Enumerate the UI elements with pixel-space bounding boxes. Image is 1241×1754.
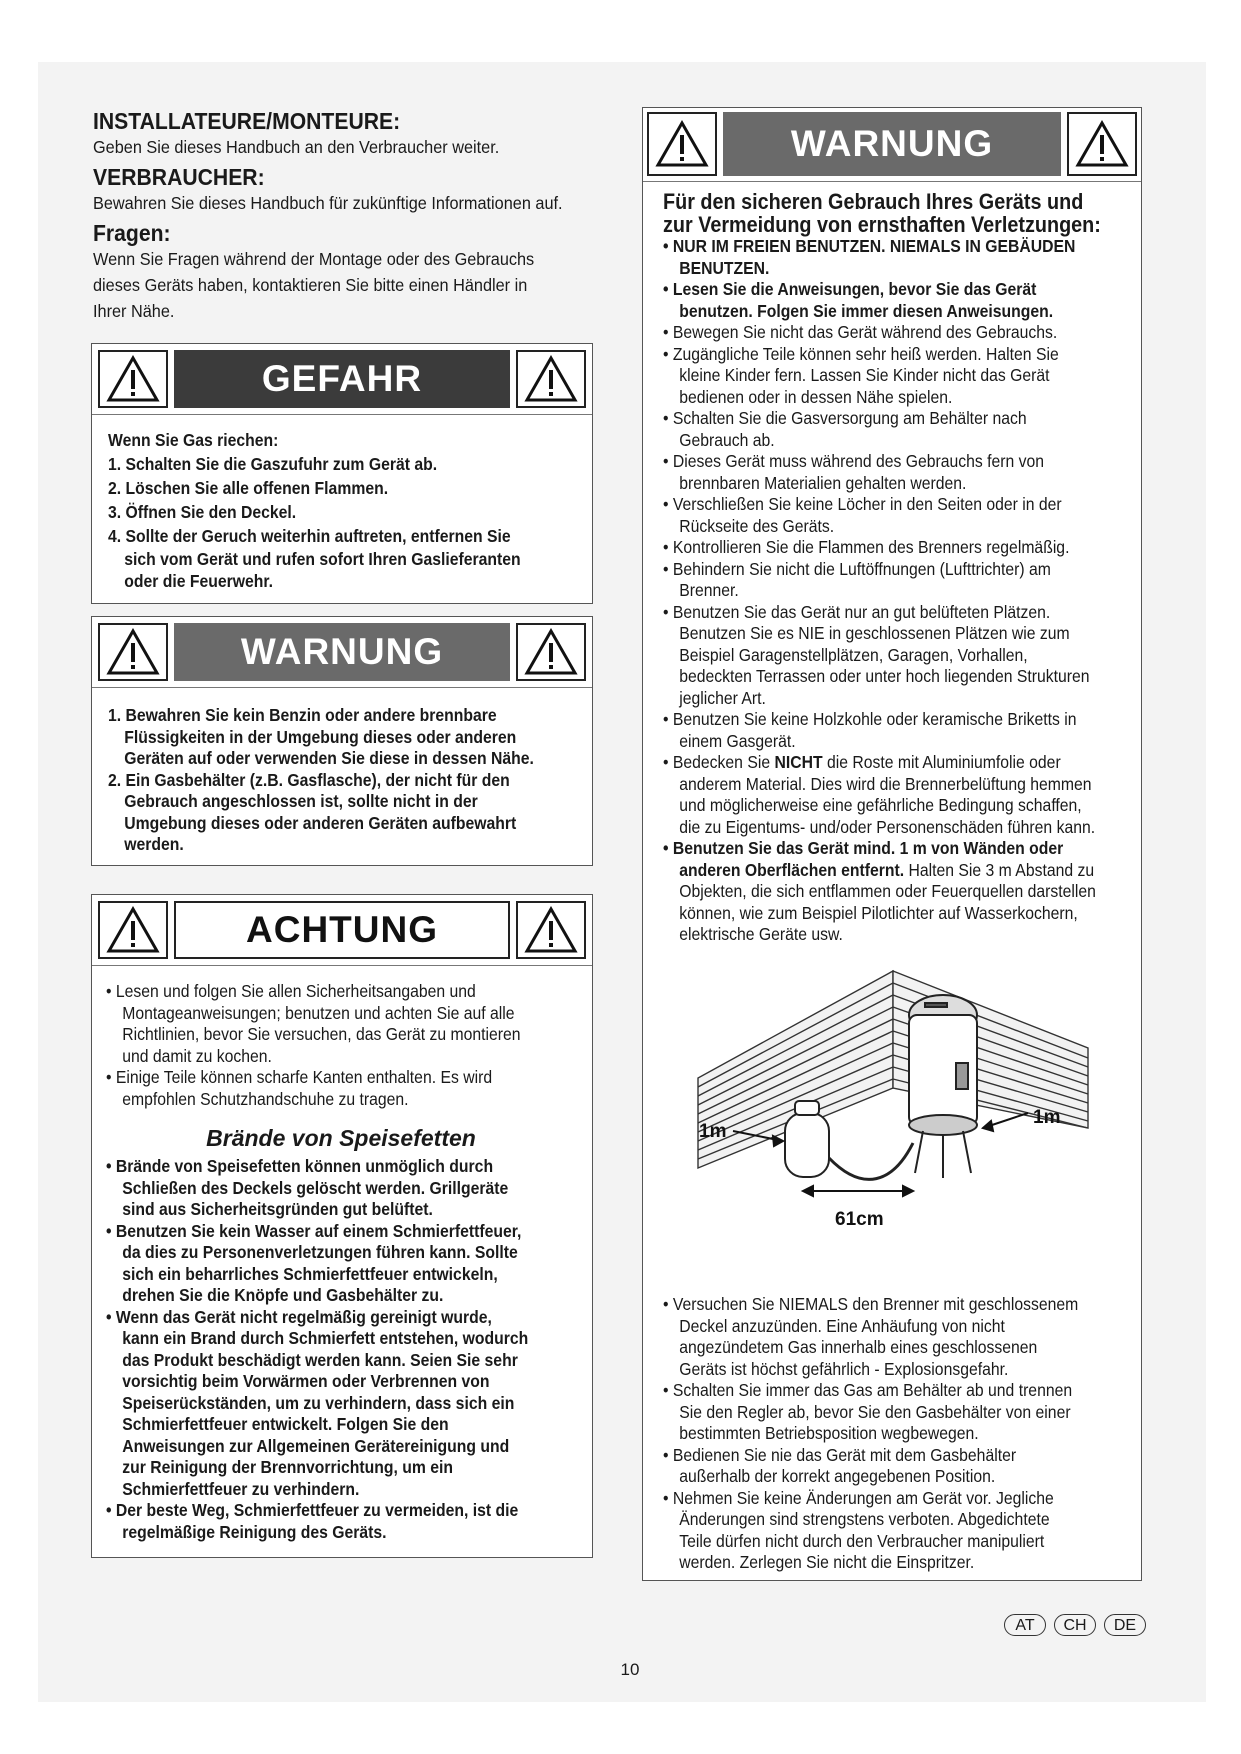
achtung-line: sind aus Sicherheitsgründen gut belüftet.: [122, 1199, 433, 1219]
achtung-line: • Der beste Weg, Schmierfettfeuer zu vermeiden, ist die: [106, 1500, 519, 1520]
consumer-text: Bewahren Sie dieses Handbuch für zukünftige Informationen auf.: [93, 193, 563, 213]
achtung-line: Speiserückständen, um zu verhindern, dass sich ein: [122, 1392, 515, 1413]
achtung-line: Montageanweisungen; benutzen und achten Sie auf alle: [122, 1002, 515, 1023]
warnung-right-line: • Benutzen Sie das Gerät nur an gut belüfteten Plätzen.: [663, 601, 1051, 622]
achtung-line: kann ein Brand durch Schmierfett entstehen, wodurch: [122, 1328, 529, 1348]
achtung-line: vorsichtig beim Vorwärmen oder Verbrennen von: [122, 1371, 490, 1391]
warnung-right-bottom-line: • Nehmen Sie keine Änderungen am Gerät vor. Jegliche: [663, 1487, 1054, 1508]
warnung-left-content: [108, 705, 581, 856]
gefahr-item: sich vom Gerät und rufen sofort Ihren Gaslieferanten: [124, 549, 521, 569]
warnung-right-bottom-line: Sie den Regler ab, bevor Sie den Gasbehälter von einer: [679, 1401, 1071, 1422]
warnung-right-line: bedienen oder in dessen Nähe spielen.: [679, 386, 953, 407]
warnung-left-box: [91, 616, 593, 866]
warnung-right-bottom-line: • Versuchen Sie NIEMALS den Brenner mit geschlossenem: [663, 1294, 1079, 1314]
achtung-line: da dies zu Personenverletzungen führen kann. Sollte: [122, 1242, 518, 1262]
distance-line: [663, 859, 1095, 882]
warnung-right-bottom-line: Teile dürfen nicht durch den Verbraucher manipuliert: [679, 1530, 1045, 1551]
warning-triangle-icon: [516, 623, 586, 681]
foil-line: die zu Eigentums- und/oder Personenschäden führen kann.: [679, 816, 1096, 837]
warnung-left-line: Flüssigkeiten in der Umgebung dieses oder anderen: [124, 726, 517, 747]
foil-line: anderem Material. Dies wird die Brennerbelüftung hemmen: [679, 773, 1092, 794]
warnung-right-line: • Bewegen Sie nicht das Gerät während des Gebrauchs.: [663, 322, 1058, 342]
grease-fire-subheading: Brände von Speisefetten: [206, 1125, 476, 1151]
warnung-right-line: kleine Kinder fern. Lassen Sie Kinder nicht das Gerät: [679, 365, 1050, 385]
achtung-line: das Produkt beschädigt werden kann. Seien Sie sehr: [122, 1349, 518, 1370]
distance-line: elektrische Geräte usw.: [679, 924, 843, 944]
warnung-right-bold-line: BENUTZEN.: [679, 257, 770, 278]
warnung-left-line: Geräten auf oder verwenden Sie diese in dessen Nähe.: [124, 748, 534, 768]
achtung-box: [91, 894, 593, 1558]
distance-bold: anderen Oberflächen entfernt.: [679, 859, 905, 880]
achtung-line: • Wenn das Gerät nicht regelmäßig gereinigt wurde,: [106, 1306, 492, 1327]
warnung-left-line: werden.: [124, 834, 184, 854]
warnung-right-bottom-line: Änderungen sind strengstens verboten. Abgedichtete: [679, 1509, 1050, 1529]
warnung-right-bottom-line: angezündetem Gas innerhalb eines geschlossenen: [679, 1337, 1038, 1357]
warnung-right-line: jeglicher Art.: [679, 687, 766, 708]
warnung-right-bottom-line: werden. Zerlegen Sie nicht die Einspritzer.: [679, 1552, 975, 1572]
warnung-right-title: WARNUNG: [723, 112, 1061, 176]
warnung-right-line: Brenner.: [679, 580, 739, 600]
clearance-diagram: [693, 963, 1093, 1288]
page-number: 10: [620, 1660, 640, 1679]
warnung-right-line: Benutzen Sie es NIE in geschlossenen Plätzen wie zum: [679, 623, 1070, 643]
diagram-label-left: 1m: [699, 1121, 727, 1142]
country-badge-at: AT: [1004, 1614, 1046, 1636]
warning-triangle-icon: [516, 350, 586, 408]
warnung-right-bold-line: • Lesen Sie die Anweisungen, bevor Sie das Gerät: [663, 279, 1037, 299]
questions-line: Wenn Sie Fragen während der Montage oder des Gebrauchs: [93, 249, 535, 269]
warnung-right-line: • Verschließen Sie keine Löcher in den Seiten oder in der: [663, 494, 1062, 514]
questions-heading: Fragen:: [93, 220, 171, 246]
distance-line: können, wie zum Beispiel Pilotlichter auf Wasserkochern,: [679, 902, 1078, 923]
warnung-left-banner: [98, 623, 586, 681]
achtung-line: • Benutzen Sie kein Wasser auf einem Schmierfettfeuer,: [106, 1220, 522, 1241]
warnung-right-line: • Dieses Gerät muss während des Gebrauchs fern von: [663, 451, 1045, 471]
gefahr-item: 4. Sollte der Geruch weiterhin auftreten, entfernen Sie: [108, 526, 511, 546]
warning-triangle-icon: [98, 901, 168, 959]
achtung-content: [106, 981, 576, 1543]
gefahr-box: [91, 343, 593, 604]
installer-heading: INSTALLATEURE/MONTEURE:: [93, 108, 401, 134]
divider: [92, 414, 592, 415]
warnung-right-bottom-line: • Bedienen Sie nie das Gerät mit dem Gasbehälter: [663, 1444, 1017, 1465]
questions-line: dieses Geräts haben, kontaktieren Sie bitte einen Händler in: [93, 275, 528, 295]
foil-bold: NICHT: [774, 752, 823, 772]
questions-line: Ihrer Nähe.: [93, 301, 175, 321]
country-badge-ch: CH: [1054, 1614, 1096, 1636]
achtung-line: Schmierfettfeuer zu verhindern.: [122, 1478, 360, 1499]
warnung-right-line: • Behindern Sie nicht die Luftöffnungen (Lufttrichter) am: [663, 558, 1051, 579]
warnung-left-line: Gebrauch angeschlossen ist, sollte nicht in der: [124, 791, 478, 811]
warnung-left-line: 2. Ein Gasbehälter (z.B. Gasflasche), der nicht für den: [108, 769, 510, 790]
warnung-right-line: • Benutzen Sie keine Holzkohle oder keramische Briketts in: [663, 709, 1077, 729]
gefahr-item: 2. Löschen Sie alle offenen Flammen.: [108, 478, 389, 498]
warnung-right-line: bedeckten Terrassen oder unter hoch liegenden Strukturen: [679, 666, 1090, 686]
warning-triangle-icon: [1067, 112, 1137, 176]
gefahr-lead: Wenn Sie Gas riechen:: [108, 430, 279, 450]
warnung-right-heading: Für den sicheren Gebrauch Ihres Geräts und: [663, 189, 1084, 214]
achtung-line: Schließen des Deckels gelöscht werden. Grillgeräte: [122, 1177, 509, 1198]
diagram-label-bottom: 61cm: [835, 1209, 884, 1230]
warnung-right-bottom-line: Geräts ist höchst gefährlich - Explosionsgefahr.: [679, 1358, 1009, 1379]
intro-section: [93, 108, 598, 324]
achtung-line: • Brände von Speisefetten können unmöglich durch: [106, 1156, 494, 1176]
warnung-right-bottom-line: bestimmten Betriebsposition wegbewegen.: [679, 1423, 979, 1443]
achtung-line: Anweisungen zur Allgemeinen Gerätereinigung und: [122, 1435, 510, 1456]
warning-triangle-icon: [98, 623, 168, 681]
country-badge-de: DE: [1104, 1614, 1146, 1636]
divider: [92, 687, 592, 688]
warnung-right-line: Rückseite des Geräts.: [679, 515, 835, 536]
warnung-right-line: • Schalten Sie die Gasversorgung am Behälter nach: [663, 408, 1027, 428]
divider: [643, 181, 1141, 182]
warning-triangle-icon: [647, 112, 717, 176]
distance-line: Objekten, die sich entflammen oder Feuerquellen darstellen: [679, 881, 1096, 901]
achtung-line: drehen Sie die Knöpfe und Gasbehälter zu.: [122, 1285, 444, 1305]
warnung-left-line: 1. Bewahren Sie kein Benzin oder andere brennbare: [108, 705, 497, 725]
consumer-heading: VERBRAUCHER:: [93, 164, 265, 190]
warnung-right-banner: [647, 112, 1137, 176]
distance-line: • Benutzen Sie das Gerät mind. 1 m von Wänden oder: [663, 838, 1064, 858]
warnung-right-bold-line: • NUR IM FREIEN BENUTZEN. NIEMALS IN GEBÄUDEN: [663, 236, 1076, 256]
achtung-line: regelmäßige Reinigung des Geräts.: [122, 1521, 387, 1542]
warnung-right-bottom-line: • Schalten Sie immer das Gas am Behälter ab und trennen: [663, 1380, 1073, 1400]
diagram-label-right: 1m: [1033, 1107, 1061, 1128]
gefahr-item: oder die Feuerwehr.: [124, 571, 273, 591]
gefahr-banner: [98, 350, 586, 408]
achtung-line: • Lesen und folgen Sie allen Sicherheitsangaben und: [106, 981, 476, 1001]
warnung-right-line: • Kontrollieren Sie die Flammen des Brenners regelmäßig.: [663, 537, 1070, 557]
gefahr-content: [108, 428, 567, 592]
achtung-line: sich ein beharrliches Schmierfettfeuer entwickeln,: [122, 1263, 498, 1284]
achtung-banner: [98, 901, 586, 959]
foil-rest: die Roste mit Aluminiumfolie oder: [822, 752, 1061, 772]
warnung-left-line: Umgebung dieses oder anderen Geräten aufbewahrt: [124, 812, 517, 833]
achtung-line: • Einige Teile können scharfe Kanten enthalten. Es wird: [106, 1067, 493, 1087]
achtung-title: ACHTUNG: [174, 901, 510, 959]
foil-bullet: • Bedecken Sie: [663, 752, 775, 772]
distance-rest: Halten Sie 3 m Abstand zu: [904, 859, 1095, 880]
warnung-right-line: einem Gasgerät.: [679, 730, 796, 751]
gefahr-item: 3. Öffnen Sie den Deckel.: [108, 502, 297, 522]
achtung-line: Richtlinien, bevor Sie versuchen, das Gerät zu montieren: [122, 1024, 521, 1044]
warnung-right-line: Beispiel Garagenstellplätzen, Garagen, Vorhallen,: [679, 644, 1028, 665]
warning-triangle-icon: [516, 901, 586, 959]
warning-triangle-icon: [98, 350, 168, 408]
warnung-left-title: WARNUNG: [174, 623, 510, 681]
warnung-right-bold-line: benutzen. Folgen Sie immer diesen Anweisungen.: [679, 300, 1054, 321]
achtung-line: und damit zu kochen.: [122, 1045, 272, 1066]
gefahr-item: 1. Schalten Sie die Gaszufuhr zum Gerät ab.: [108, 454, 438, 474]
warnung-right-heading: zur Vermeidung von ernsthaften Verletzungen:: [663, 212, 1101, 237]
divider: [92, 965, 592, 966]
achtung-line: empfohlen Schutzhandschuhe zu tragen.: [122, 1088, 409, 1109]
warnung-right-line: Gebrauch ab.: [679, 429, 775, 450]
warnung-right-line: brennbaren Materialien gehalten werden.: [679, 472, 967, 493]
warnung-right-bottom-line: Deckel anzuzünden. Eine Anhäufung von nicht: [679, 1315, 1005, 1336]
achtung-line: Schmierfettfeuer entwickelt. Folgen Sie den: [122, 1414, 449, 1434]
warnung-right-bottom: [663, 1294, 1133, 1574]
warnung-right-bottom-line: außerhalb der korrekt angegebenen Position.: [679, 1466, 996, 1486]
warnung-right-content: [663, 190, 1133, 946]
achtung-line: zur Reinigung der Brennvorrichtung, um ein: [122, 1457, 453, 1477]
foil-line: und möglicherweise eine gefährliche Bedingung schaffen,: [679, 795, 1082, 815]
gefahr-title: GEFAHR: [174, 350, 510, 408]
foil-line: [663, 752, 1086, 774]
warnung-right-box: [642, 107, 1142, 1581]
installer-text: Geben Sie dieses Handbuch an den Verbraucher weiter.: [93, 137, 500, 157]
warnung-right-line: • Zugängliche Teile können sehr heiß werden. Halten Sie: [663, 343, 1059, 364]
